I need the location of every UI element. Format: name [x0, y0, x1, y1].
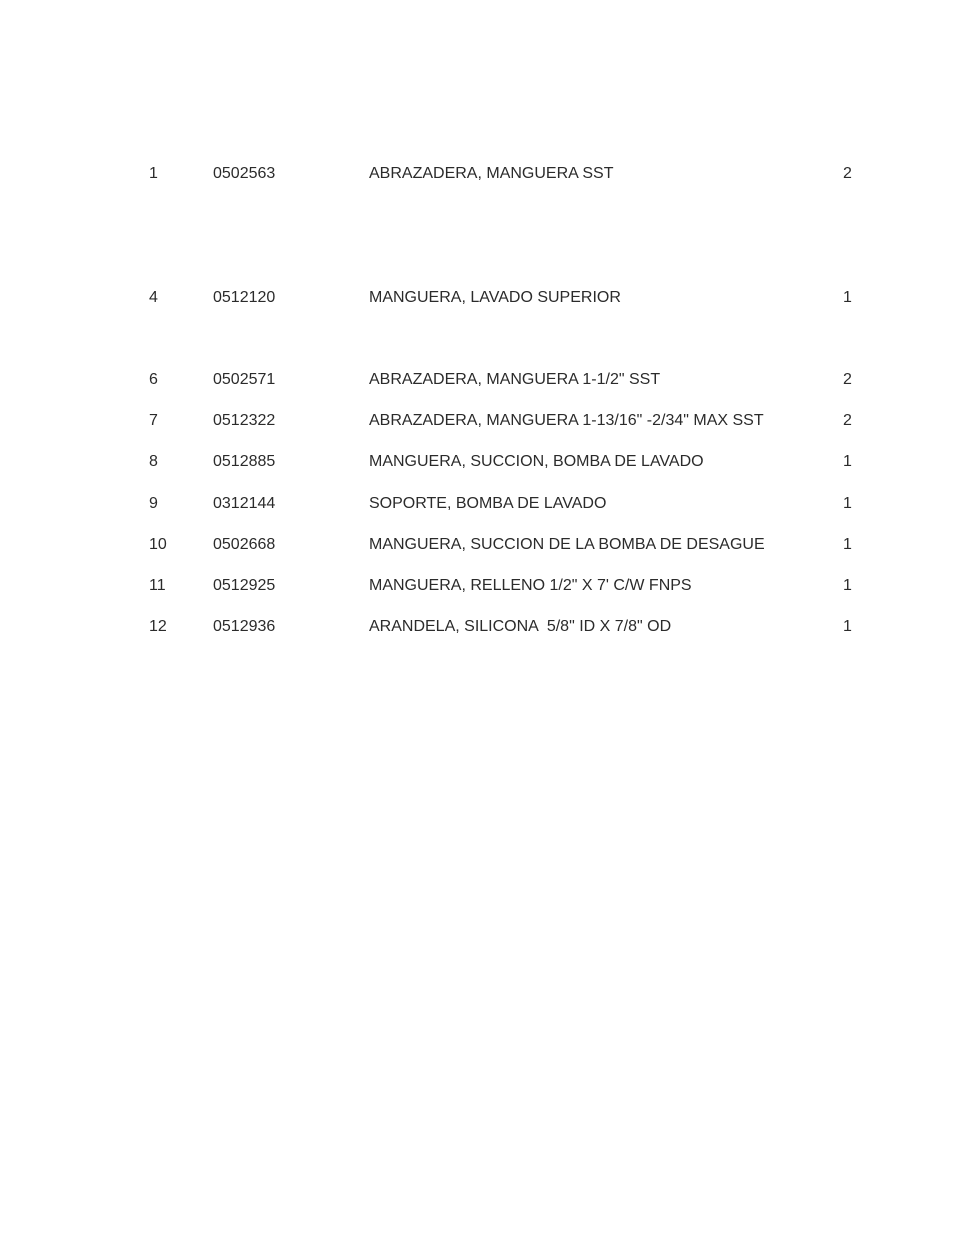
item-number: 6: [149, 371, 158, 388]
quantity: 2: [843, 165, 852, 182]
quantity: 2: [843, 412, 852, 429]
part-description: SOPORTE, BOMBA DE LAVADO: [369, 495, 607, 512]
parts-row: [0, 451, 954, 473]
part-description: ABRAZADERA, MANGUERA SST: [369, 165, 614, 182]
item-number: 10: [149, 536, 167, 553]
quantity: 1: [843, 453, 852, 470]
quantity: 1: [843, 495, 852, 512]
quantity: 1: [843, 289, 852, 306]
part-number: 0512322: [213, 412, 276, 429]
parts-row: [0, 287, 954, 309]
parts-row: [0, 163, 954, 185]
quantity: 1: [843, 618, 852, 635]
part-description: ABRAZADERA, MANGUERA 1-13/16" -2/34" MAX SST: [369, 412, 764, 429]
part-number: 0512936: [213, 618, 276, 635]
quantity: 1: [843, 577, 852, 594]
part-description: ARANDELA, SILICONA 5/8" ID X 7/8" OD: [369, 618, 672, 635]
item-number: 11: [149, 577, 166, 594]
part-description: MANGUERA, RELLENO 1/2" X 7' C/W FNPS: [369, 577, 692, 594]
item-number: 9: [149, 495, 158, 512]
quantity: 1: [843, 536, 852, 553]
item-number: 8: [149, 453, 158, 470]
part-number: 0512925: [213, 577, 276, 594]
part-number: 0502668: [213, 536, 276, 553]
part-number: 0502571: [213, 371, 276, 388]
parts-row: [0, 410, 954, 432]
part-description: MANGUERA, LAVADO SUPERIOR: [369, 289, 621, 306]
part-number: 0512120: [213, 289, 276, 306]
item-number: 1: [149, 165, 158, 182]
parts-row: [0, 534, 954, 556]
part-description: ABRAZADERA, MANGUERA 1-1/2" SST: [369, 371, 661, 388]
parts-row: [0, 616, 954, 638]
item-number: 4: [149, 289, 158, 306]
item-number: 12: [149, 618, 167, 635]
parts-row: [0, 493, 954, 515]
part-number: 0312144: [213, 495, 276, 512]
part-description: MANGUERA, SUCCION, BOMBA DE LAVADO: [369, 453, 704, 470]
parts-row: [0, 369, 954, 391]
part-number: 0502563: [213, 165, 276, 182]
part-number: 0512885: [213, 453, 276, 470]
parts-row: [0, 575, 954, 597]
part-description: MANGUERA, SUCCION DE LA BOMBA DE DESAGUE: [369, 536, 765, 553]
item-number: 7: [149, 412, 158, 429]
quantity: 2: [843, 371, 852, 388]
